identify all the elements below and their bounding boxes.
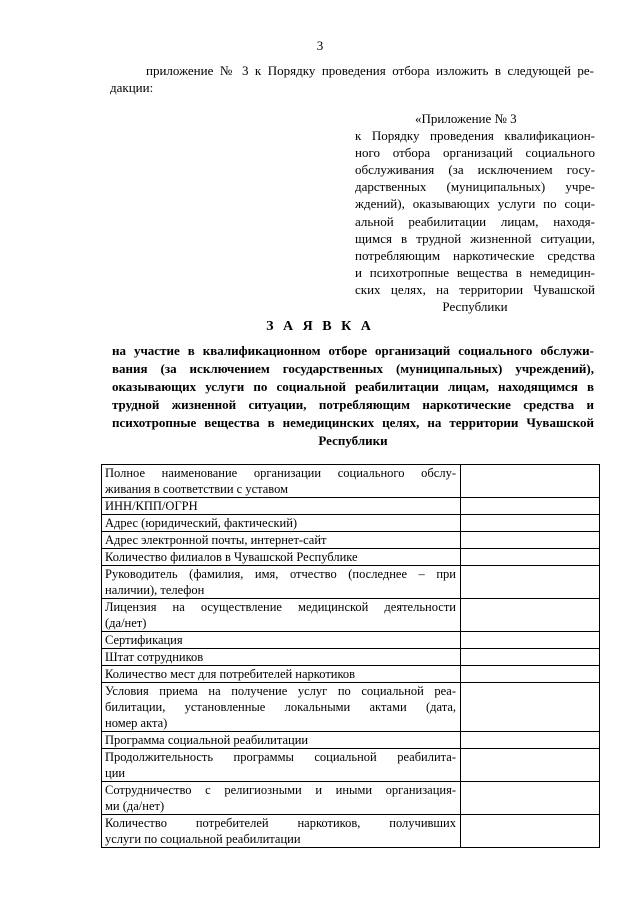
form-field-label [102,498,461,515]
form-field-value[interactable] [461,782,600,815]
form-row [102,649,600,666]
intro-line: дакции: [110,80,154,95]
document-subtitle [112,342,594,450]
form-field-label-line: Количество мест для потребителей наркотиков [105,667,356,681]
form-field-value[interactable] [461,532,600,549]
form-field-value[interactable] [461,549,600,566]
subtitle-line: Республики [318,433,388,448]
form-field-label [102,815,461,848]
form-row [102,749,600,782]
intro-paragraph [110,62,594,96]
form-field-label [102,515,461,532]
form-field-label [102,666,461,683]
form-field-label-line: Программа социальной реабилитации [105,733,309,747]
form-field-label [102,683,461,732]
form-field-label-line: Лицензия на осуществление медицинской деятельности [105,600,456,614]
appendix-line: и психотропные вещества в немедицин- [355,264,595,280]
subtitle-line: на участие в квалификационном отборе организаций социального обслужи- [112,343,594,358]
form-field-value[interactable] [461,566,600,599]
form-field-value[interactable] [461,498,600,515]
form-field-value[interactable] [461,649,600,666]
form-field-label-line: наличии), телефон [105,583,205,597]
subtitle-line: вания (за исключением государственных (муниципальных) учреждений), [112,361,594,376]
form-field-value[interactable] [461,749,600,782]
form-row [102,498,600,515]
form-field-value[interactable] [461,666,600,683]
intro-line: приложение № 3 к Порядку проведения отбора изложить в следующей ре- [146,63,594,78]
appendix-line: «Приложение № 3 [415,111,517,126]
appendix-line: альной реабилитации лицам, находя- [355,213,595,229]
form-field-label-line: ми (да/нет) [105,799,165,813]
appendix-line: Республики [442,299,508,315]
form-row [102,532,600,549]
form-field-label [102,782,461,815]
form-field-label [102,632,461,649]
form-field-label-line: Сертификация [105,633,183,647]
form-row [102,666,600,683]
form-field-label-line: Штат сотрудников [105,650,204,664]
appendix-line: к Порядку проведения квалификацион- [355,128,595,144]
appendix-reference [355,110,595,315]
form-field-label [102,465,461,498]
form-field-value[interactable] [461,465,600,498]
form-row [102,549,600,566]
form-row [102,815,600,848]
form-field-label-line: услуги по социальной реабилитации [105,832,301,846]
appendix-line: обслуживания (за исключением госу- [355,162,595,178]
document-title: З А Я В К А [266,319,374,334]
form-row [102,515,600,532]
form-row [102,465,600,498]
form-field-label [102,749,461,782]
appendix-line: ждений), оказывающих услуги по соци- [355,196,595,212]
form-row [102,599,600,632]
form-field-label-line: билитации, установленные локальными актами (дата, [105,700,456,714]
form-field-value[interactable] [461,515,600,532]
form-field-value[interactable] [461,732,600,749]
form-field-value[interactable] [461,683,600,732]
form-field-label [102,532,461,549]
appendix-line: ских целях, на территории Чувашской [355,281,595,297]
form-field-label-line: Количество филиалов в Чувашской Республике [105,550,358,564]
appendix-line: потребляющим наркотические средства [355,247,595,263]
form-field-label-line: Количество потребителей наркотиков, получивших [105,816,456,830]
form-field-label [102,732,461,749]
subtitle-line: оказывающих услуги по социальной реабилитации лицам, находящимся в [112,379,594,394]
application-form-table [101,464,600,848]
form-field-label [102,566,461,599]
form-field-label-line: живания в соответствии с уставом [105,482,289,496]
form-row [102,566,600,599]
form-field-label [102,549,461,566]
form-field-label-line: Адрес электронной почты, интернет-сайт [105,533,327,547]
form-field-label-line: Условия приема на получение услуг по социальной реа- [105,684,456,698]
appendix-line: ного отбора организаций социального [355,145,595,161]
form-field-label-line: Адрес (юридический, фактический) [105,516,298,530]
form-row [102,632,600,649]
form-field-label-line: (да/нет) [105,616,147,630]
page-number: 3 [316,38,324,53]
appendix-line: щимся в трудной жизненной ситуации, [355,230,595,246]
form-row [102,782,600,815]
form-row [102,732,600,749]
appendix-line: дарственных (муниципальных) учре- [355,179,595,195]
form-field-label-line: Руководитель (фамилия, имя, отчество (последнее – при [105,567,456,581]
form-row [102,683,600,732]
form-field-label [102,599,461,632]
form-field-label-line: ИНН/КПП/ОГРН [105,499,198,513]
form-field-label-line: Полное наименование организации социального обслу- [105,466,456,480]
form-field-value[interactable] [461,599,600,632]
form-field-label [102,649,461,666]
subtitle-line: трудной жизненной ситуации, потребляющим наркотические средства и [112,397,594,412]
subtitle-line: психотропные вещества в немедицинских целях, на территории Чувашской [112,415,594,430]
form-field-value[interactable] [461,815,600,848]
form-field-value[interactable] [461,632,600,649]
form-field-label-line: ции [105,766,126,780]
form-field-label-line: Продолжительность программы социальной реабилита- [105,750,456,764]
form-field-label-line: Сотрудничество с религиозными и иными организация- [105,783,456,797]
form-field-label-line: номер акта) [105,716,168,730]
